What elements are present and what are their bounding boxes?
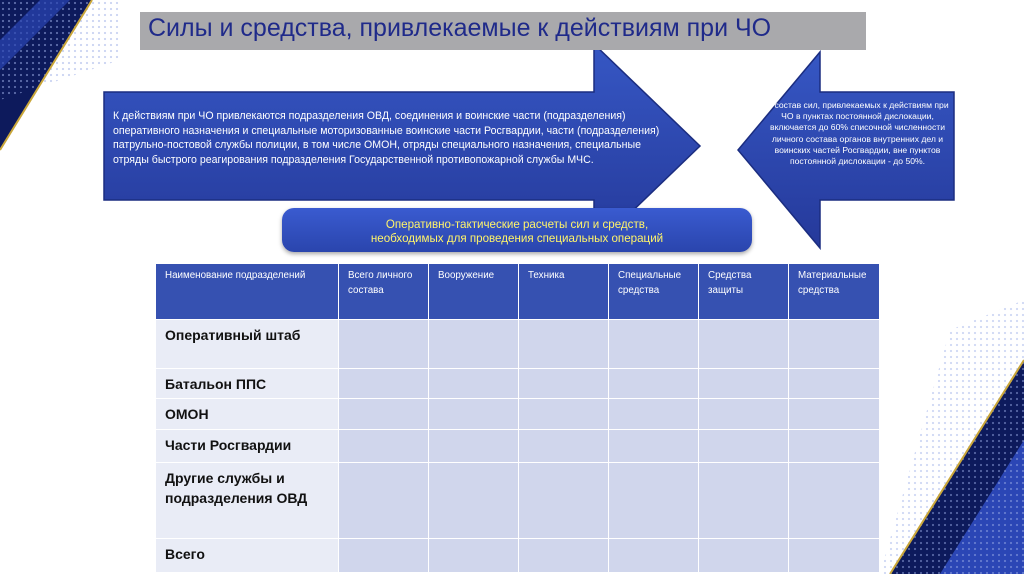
table-cell — [519, 463, 609, 539]
table-cell — [699, 399, 789, 430]
table-cell — [699, 539, 789, 573]
table-cell — [339, 539, 429, 573]
table-cell — [519, 369, 609, 399]
table-cell — [519, 539, 609, 573]
table-row — [156, 539, 880, 573]
table-row — [156, 430, 880, 463]
table-cell — [339, 369, 429, 399]
row-label: ОМОН — [156, 399, 339, 430]
table-cell — [609, 399, 699, 430]
right-arrow-description: В состав сил, привлекаемых к действиям при ЧО в пунктах постоянной дислокации, включается до 60% списочной численности личного состава органов внутренних дел и воинских частей Росгвардии, вне пунктов постоянной дислокации - до 50%. — [766, 100, 949, 167]
table-cell — [609, 369, 699, 399]
table-row — [156, 399, 880, 430]
table-cell — [609, 539, 699, 573]
table-cell — [699, 320, 789, 369]
page-title: Силы и средства, привлекаемые к действиям при ЧО — [148, 14, 772, 42]
header-cell-protection: Средства защиты — [699, 264, 789, 320]
table-cell — [429, 463, 519, 539]
table-cell — [519, 399, 609, 430]
table-cell — [339, 430, 429, 463]
arrow-description: К действиям при ЧО привлекаются подразделения ОВД, соединения и воинские части (подразделения) оперативного назначения и специальные моторизованные воинские части Росгвардии, части (подразделения) патрульно-постовой службы полиции, в том числе ОМОН, отряды специального назначения, специальные отряды быстрого реагирования подразделения Государственной противопожарной службы МЧС. — [113, 110, 660, 166]
table-cell — [699, 369, 789, 399]
table-row — [156, 463, 880, 539]
table-cell — [789, 430, 880, 463]
table-cell — [789, 539, 880, 573]
row-label: Части Росгвардии — [156, 430, 339, 463]
table-cell — [789, 369, 880, 399]
forces-table — [155, 263, 880, 573]
table-header-row — [156, 264, 880, 320]
table-cell — [339, 399, 429, 430]
header-cell-special-means: Специальные средства — [609, 264, 699, 320]
table-cell — [789, 320, 880, 369]
row-label: Другие службы и подразделения ОВД — [156, 463, 339, 539]
table-cell — [699, 463, 789, 539]
table-row — [156, 369, 880, 399]
row-label: Батальон ППС — [156, 369, 339, 399]
corner-dots-bottom-right — [880, 300, 1024, 574]
header-cell-weapons: Вооружение — [429, 264, 519, 320]
table-cell — [429, 539, 519, 573]
section-banner-text — [282, 218, 752, 246]
table-cell — [609, 430, 699, 463]
table-cell — [429, 320, 519, 369]
table-cell — [429, 430, 519, 463]
header-cell-personnel: Всего личного состава — [339, 264, 429, 320]
table-cell — [699, 430, 789, 463]
table-cell — [789, 463, 880, 539]
table-cell — [339, 320, 429, 369]
table-cell — [429, 369, 519, 399]
table-row — [156, 320, 880, 369]
table-cell — [519, 430, 609, 463]
table-cell — [519, 320, 609, 369]
row-label: Всего — [156, 539, 339, 573]
table-cell — [339, 463, 429, 539]
table-cell — [429, 399, 519, 430]
banner-line-1: Оперативно-тактические расчеты сил и средств, — [385, 218, 649, 231]
header-cell-vehicles: Техника — [519, 264, 609, 320]
table-cell — [789, 399, 880, 430]
table-cell — [609, 463, 699, 539]
banner-line-2: необходимых для проведения специальных операций — [370, 232, 664, 245]
header-cell-materials: Материальные средства — [789, 264, 880, 320]
table-cell — [609, 320, 699, 369]
row-label: Оперативный штаб — [156, 320, 339, 369]
header-cell-name: Наименование подразделений — [156, 264, 339, 320]
